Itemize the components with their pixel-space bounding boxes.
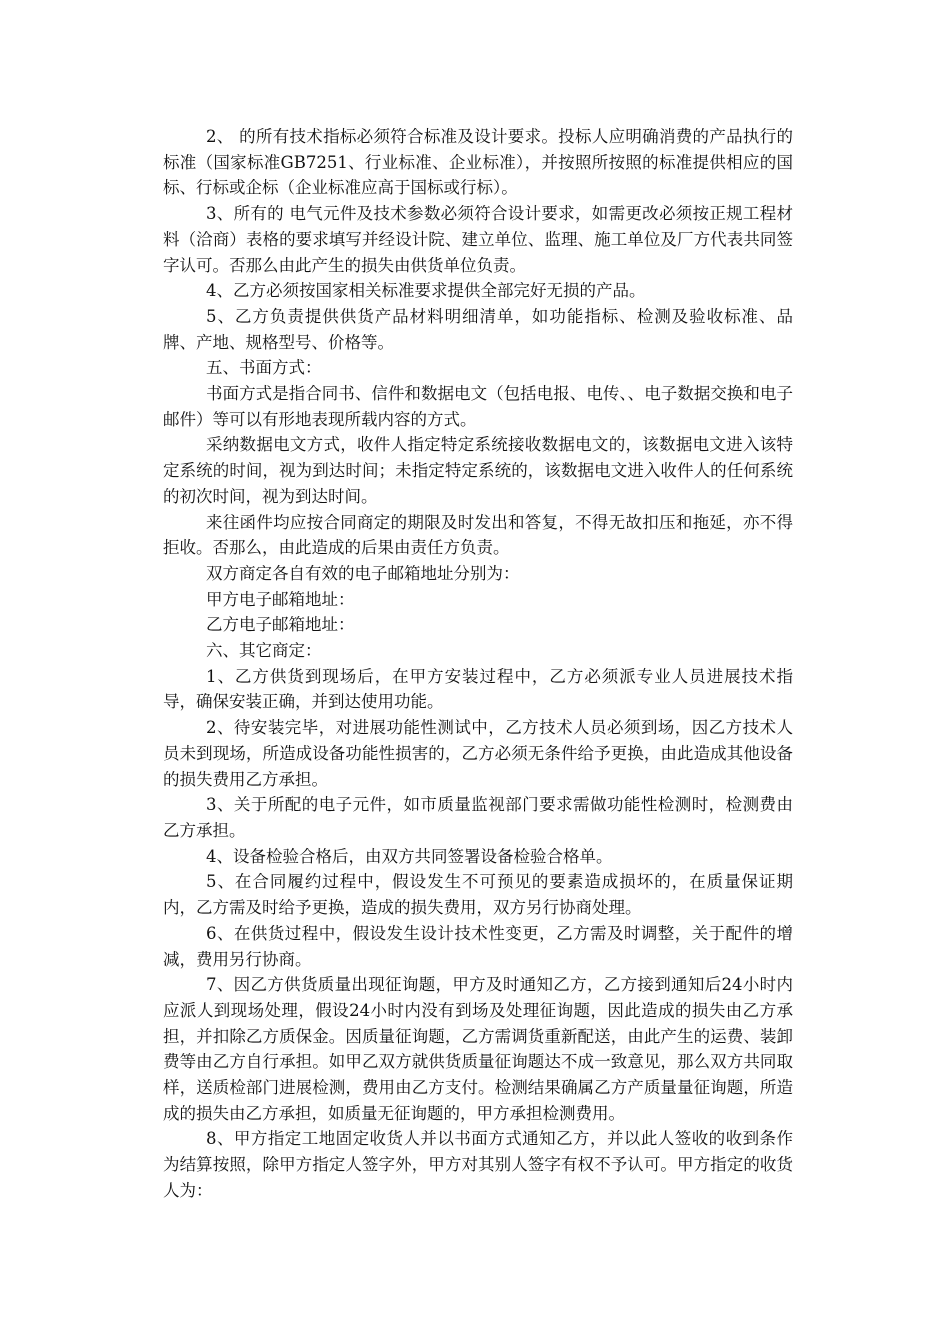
paragraph-electrical-components: 3、所有的 电气元件及技术参数必须符合设计要求，如需更改必须按正规工程材料（洽商）表格的要求填写并经设计院、建立单位、监理、施工单位及厂方代表共同签字认可。否那么由此产生的损失由供货单位负责。 (163, 204, 793, 275)
paragraph-quality-issues: 7、因乙方供货质量出现征询题，甲方及时通知乙方，乙方接到通知后24小时内应派人到现场处理，假设24小时内没有到场及处理征询题，因此造成的损失由乙方承担，并扣除乙方质保金。因质量征询题，乙方需调货重新配送，由此产生的运费、装卸费等由乙方自行承担。如甲乙双方就供货质量征询题达不成一致意见，那么双方共同取样，送质检部门进展检测，费用由乙方支付。检测结果确属乙方产质量量征询题，所造成的损失由乙方承担，如质量无征询题的，甲方承担检测费用。 (163, 975, 793, 1123)
paragraph-function-test: 2、待安装完毕，对进展功能性测试中，乙方技术人员必须到场，因乙方技术人员未到现场，所造成设备功能性损害的，乙方必须无条件给予更换，由此造成其他设备的损失费用乙方承担。 (163, 718, 793, 789)
paragraph-material-list: 5、乙方负责提供供货产品材料明细清单，如功能指标、检测及验收标准、品牌、产地、规格型号、价格等。 (163, 306, 793, 352)
paragraph-email-agreement: 双方商定各自有效的电子邮箱地址分别为： (206, 563, 520, 583)
section-heading-written-form: 五、书面方式： (206, 358, 322, 378)
paragraph-product-standards: 4、乙方必须按国家相关标准要求提供全部完好无损的产品。 (206, 281, 646, 301)
paragraph-technical-guidance: 1、乙方供货到现场后，在甲方安装过程中，乙方必须派专业人员进展技术指导，确保安装正确，并到达使用功能。 (163, 666, 793, 712)
paragraph-unforeseen-damage: 5、在合同履约过程中，假设发生不可预见的要素造成损坏的，在质量保证期内，乙方需及时给予更换，造成的损失费用，双方另行协商处理。 (163, 872, 793, 918)
paragraph-designated-receiver: 8、甲方指定工地固定收货人并以书面方式通知乙方，并以此人签收的收到条作为结算按照，除甲方指定人签字外，甲方对其别人签字有权不予认可。甲方指定的收货人为： (163, 1129, 793, 1200)
paragraph-correspondence: 来往函件均应按合同商定的期限及时发出和答复，不得无故扣压和拖延，亦不得拒收。否那么，由此造成的后果由责任方负责。 (163, 512, 793, 558)
paragraph-electronic-data: 采纳数据电文方式，收件人指定特定系统接收数据电文的，该数据电文进入该特定系统的时间，视为到达时间；未指定特定系统的，该数据电文进入收件人的任何系统的初次时间，视为到达时间。 (163, 435, 793, 506)
paragraph-design-change: 6、在供货过程中，假设发生设计技术性变更，乙方需及时调整，关于配件的增减，费用另行协商。 (163, 923, 793, 969)
party-b-email-line: 乙方电子邮箱地址： (206, 615, 355, 635)
paragraph-spec-requirements: 2、 的所有技术指标必须符合标准及设计要求。投标人应明确消费的产品执行的标准（国家标准GB7251、行业标准、企业标准），并按照所按照的标准提供相应的国标、行标或企标（企业标准应高于国标或行标）。 (163, 127, 793, 198)
party-a-email-line: 甲方电子邮箱地址： (206, 589, 355, 609)
paragraph-written-form-definition: 书面方式是指合同书、信件和数据电文（包括电报、电传、、电子数据交换和电子邮件）等可以有形地表现所载内容的方式。 (163, 384, 793, 429)
paragraph-inspection-fee: 3、关于所配的电子元件，如市质量监视部门要求需做功能性检测时，检测费由乙方承担。 (163, 795, 793, 840)
paragraph-inspection-certificate: 4、设备检验合格后，由双方共同签署设备检验合格单。 (206, 846, 613, 866)
document-body (163, 124, 793, 1204)
section-heading-other-terms: 六、其它商定： (206, 641, 322, 661)
